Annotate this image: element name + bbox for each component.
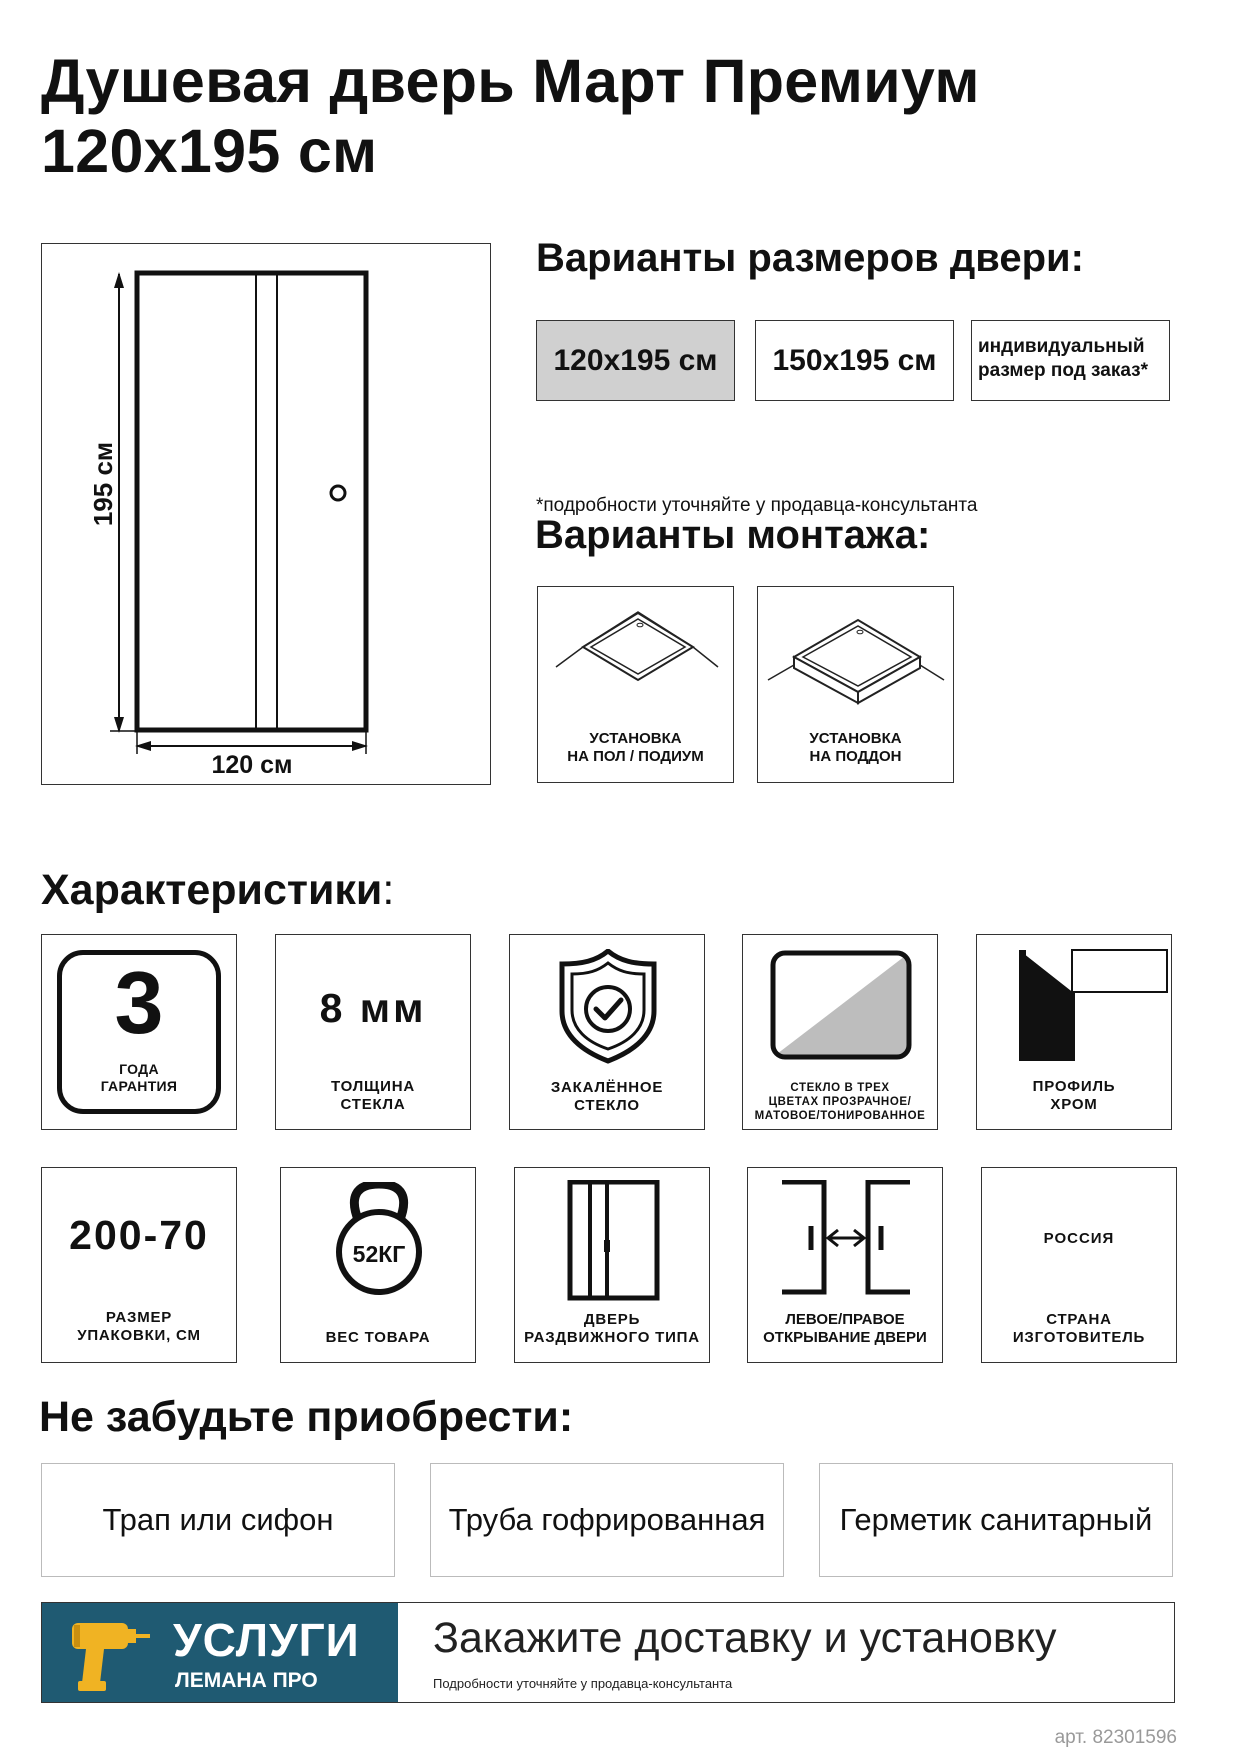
width-dimension-label: 120 см [211, 751, 293, 779]
banner-subtext: Подробности уточняйте у продавца-консультанта [433, 1676, 733, 1691]
spec-card-tempered-glass [509, 934, 705, 1130]
spec-label: СТРАНА ИЗГОТОВИТЕЛЬ [1012, 1311, 1146, 1346]
height-dimension-label: 195 см [88, 441, 118, 527]
title-line-1: Душевая дверь Март Премиум [41, 47, 980, 115]
size-option-150x195[interactable] [755, 320, 954, 401]
page-title [41, 46, 980, 186]
spec-label: РАЗМЕР УПАКОВКИ, СМ [77, 1309, 201, 1344]
services-banner[interactable] [41, 1602, 1175, 1703]
buy-item-label: Труба гофрированная [448, 1502, 766, 1537]
size-option-custom[interactable] [971, 320, 1170, 401]
spec-label: ДВЕРЬ РАЗДВИЖНОГО ТИПА [524, 1311, 700, 1346]
spec-card-sliding-door [514, 1167, 710, 1363]
services-subtitle: ЛЕМАНА ПРО [175, 1669, 318, 1692]
mount-option-tray [757, 586, 954, 783]
package-size-value: 200-70 [69, 1212, 209, 1258]
spec-label: ГОДА ГАРАНТИЯ [100, 1061, 178, 1094]
glass-thickness-value: 8 мм [319, 985, 427, 1031]
warranty-years: 3 [114, 953, 164, 1052]
spec-card-profile [976, 934, 1172, 1130]
spec-label: ТОЛЩИНА СТЕКЛА [331, 1078, 415, 1113]
size-option-label: 150x195 см [772, 343, 937, 377]
spec-card-warranty [41, 934, 237, 1130]
mount-option-floor [537, 586, 734, 783]
article-number: арт. 82301596 [1054, 1727, 1177, 1748]
tray-mount-icon [758, 605, 955, 715]
shield-check-icon [510, 949, 706, 1069]
spec-card-weight [280, 1167, 476, 1363]
size-option-label: 120x195 см [553, 343, 718, 377]
buy-item-label: Трап или сифон [102, 1502, 334, 1537]
spec-card-opening [747, 1167, 943, 1363]
spec-label: ПРОФИЛЬ ХРОМ [1032, 1078, 1116, 1113]
spec-label: СТЕКЛО В ТРЕХ ЦВЕТАХ ПРОЗРАЧНОЕ/ МАТОВОЕ/ТОНИРОВАННОЕ [754, 1082, 926, 1122]
spec-label: ЗАКАЛЁННОЕ СТЕКЛО [550, 1079, 664, 1114]
banner-headline: Закажите доставку и установку [433, 1614, 1057, 1662]
services-brand [42, 1603, 398, 1702]
sliding-door-icon [515, 1180, 711, 1305]
buy-item-sealant[interactable] [819, 1463, 1173, 1577]
title-line-2: 120x195 см [41, 117, 378, 185]
custom-size-line-1: индивидуальный [978, 336, 1145, 357]
mount-option-label: УСТАНОВКА НА ПОЛ / ПОДИУМ [567, 730, 704, 765]
specs-heading: Характеристики: [41, 866, 395, 914]
country-value: РОССИЯ [1043, 1230, 1115, 1247]
kettlebell-icon [281, 1182, 477, 1307]
buy-item-label: Герметик санитарный [839, 1502, 1153, 1537]
left-right-opening-icon [748, 1180, 944, 1305]
size-option-120x195[interactable] [536, 320, 735, 401]
door-handle [331, 486, 345, 500]
spec-card-glass-thickness [275, 934, 471, 1130]
custom-size-line-2: размер под заказ* [978, 360, 1148, 381]
door-drawing [42, 244, 492, 786]
door-diagram [41, 243, 491, 785]
sizes-footnote: *подробности уточняйте у продавца-консультанта [536, 495, 978, 516]
weight-value: 52КГ [352, 1241, 406, 1267]
sizes-heading: Варианты размеров двери: [536, 236, 1084, 280]
spec-label: ВЕС ТОВАРА [325, 1329, 431, 1346]
spec-card-package-size [41, 1167, 237, 1363]
buy-heading: Не забудьте приобрести: [39, 1393, 574, 1441]
mount-option-label: УСТАНОВКА НА ПОДДОН [809, 730, 902, 765]
profile-icon [977, 949, 1173, 1069]
glass-panel-icon [743, 949, 939, 1069]
floor-mount-icon [538, 605, 735, 715]
spec-label: ЛЕВОЕ/ПРАВОЕ ОТКРЫВАНИЕ ДВЕРИ [763, 1311, 927, 1346]
buy-item-drain[interactable] [41, 1463, 395, 1577]
spec-card-glass-colors [742, 934, 938, 1130]
services-title: УСЛУГИ [173, 1614, 360, 1666]
buy-item-pipe[interactable] [430, 1463, 784, 1577]
drill-icon [64, 1615, 154, 1695]
spec-card-country [981, 1167, 1177, 1363]
mounting-heading: Варианты монтажа: [535, 513, 931, 557]
